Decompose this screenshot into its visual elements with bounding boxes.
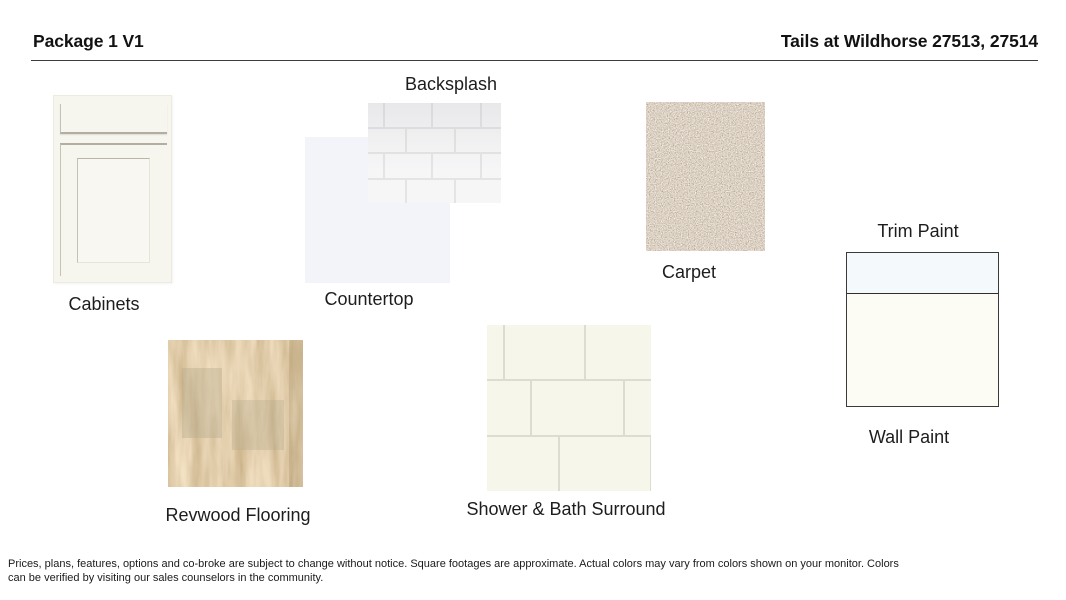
backsplash-label: Backsplash <box>404 74 498 94</box>
tile-row <box>368 129 501 153</box>
cabinets-swatch-image <box>53 95 172 283</box>
countertop-label: Countertop <box>324 289 414 309</box>
trim-paint-swatch <box>847 253 998 294</box>
tile-row <box>368 103 501 127</box>
cabinets-label: Cabinets <box>68 294 140 314</box>
tile-row <box>487 381 651 435</box>
tile <box>505 325 584 379</box>
tile-row <box>487 325 651 379</box>
cabinet-drawer-front <box>60 104 167 134</box>
carpet-swatch-image <box>646 102 765 251</box>
shower-bath-surround-label: Shower & Bath Surround <box>466 499 666 519</box>
carpet-label: Carpet <box>661 262 717 282</box>
wall-paint-swatch <box>847 294 998 406</box>
revwood-flooring-swatch-image <box>168 340 303 487</box>
tile <box>407 129 454 153</box>
community-title: Tails at Wildhorse 27513, 27514 <box>780 31 1038 51</box>
tile-row <box>368 180 501 204</box>
shower-bath-surround-swatch-image <box>487 325 651 491</box>
tile <box>487 381 530 435</box>
tile <box>482 154 501 178</box>
tile <box>456 129 501 153</box>
tile <box>433 103 480 127</box>
tile <box>433 154 480 178</box>
tile <box>487 437 558 491</box>
tile <box>560 437 650 491</box>
backsplash-swatch-image <box>368 103 501 203</box>
tile-row <box>487 437 651 491</box>
trim-paint-label: Trim Paint <box>877 221 959 241</box>
tile <box>487 325 503 379</box>
tile <box>368 103 383 127</box>
paint-swatch-box <box>846 252 999 407</box>
tile <box>368 154 383 178</box>
tile <box>482 103 501 127</box>
tile <box>368 129 405 153</box>
tile <box>586 325 651 379</box>
page-title: Package 1 V1 <box>33 31 144 51</box>
tile <box>456 180 501 204</box>
header-divider <box>31 60 1038 61</box>
tile <box>385 103 432 127</box>
disclaimer-line-1: Prices, plans, features, options and co-broke are subject to change without notice. Square footages are approximate. Actual colors may vary from colors shown on your monitor. Colors <box>8 558 899 570</box>
tile <box>407 180 454 204</box>
wood-texture <box>168 340 303 487</box>
cabinet-door-panel <box>77 158 150 263</box>
wall-paint-label: Wall Paint <box>868 427 950 447</box>
tile <box>532 381 624 435</box>
tile <box>385 154 432 178</box>
revwood-flooring-label: Revwood Flooring <box>165 505 311 525</box>
disclaimer-line-2: can be verified by visiting our sales counselors in the community. <box>8 571 324 584</box>
tile <box>625 381 651 435</box>
tile-row <box>368 154 501 178</box>
cabinet-door-front <box>60 143 167 276</box>
footer-disclaimer <box>8 558 899 585</box>
tile <box>368 180 405 204</box>
